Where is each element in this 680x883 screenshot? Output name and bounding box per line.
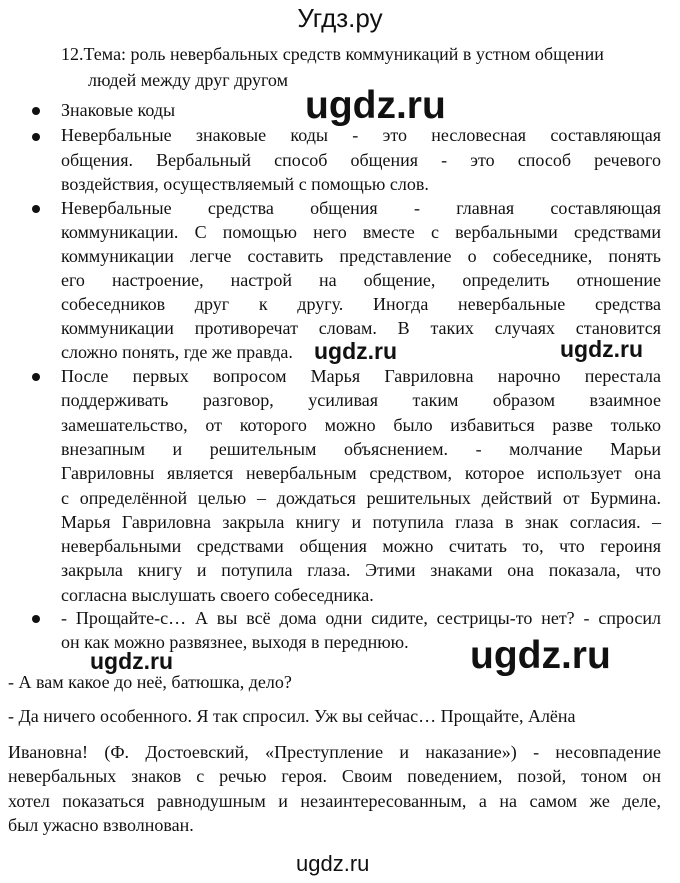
bullet-5-line-2: он как можно развязнее, выходя в переднюю.: [61, 632, 409, 652]
heading-line-2: людей между друг другом: [88, 70, 288, 90]
bullet-2-line-2: общения. Вербальный способ общения - это способ речевого: [61, 150, 661, 170]
watermark-footer: ugdz.ru: [296, 851, 370, 876]
conclusion-line-3: хотел показаться равнодушным и незаинтересованным, а на самом же деле,: [8, 791, 661, 811]
bullet-marker: [32, 373, 40, 381]
bullet-4-line-9: закрыла книгу и потупила глаза. Этими знаками она показала, что: [61, 560, 661, 580]
bullet-4-line-1: После первых вопросом Марья Гавриловна нарочно перестала: [61, 366, 661, 386]
bullet-1-line-1: Знаковые коды: [61, 100, 176, 120]
bullet-3-line-5: собеседников друг к другу. Иногда невербальные средства: [61, 294, 661, 314]
conclusion-line-4: был ужасно взволнован.: [8, 815, 194, 835]
conclusion-line-1: Ивановна! (Ф. Достоевский, «Преступление и наказание») - несовпадение: [8, 742, 661, 762]
bullet-4-line-2: поддерживать разговор, усиливая таким образом взаимное: [61, 390, 661, 410]
bullet-3-line-3: коммуникации легче составить представление о собеседнике, понять: [61, 246, 661, 266]
bullet-3-line-4: его настроение, настрой на общение, определить отношение: [61, 270, 661, 290]
bullet-4-line-6: с определённой целью – дождаться решительных действий от Бурмина.: [61, 488, 661, 508]
bullet-4-line-7: Марья Гавриловна закрыла книгу и потупила глаза в знак согласия. –: [61, 512, 661, 532]
watermark-logo: ugdz.ru: [560, 336, 644, 362]
conclusion-line-2: невербальных знаков с речью героя. Своим поведением, позой, тоном он: [8, 766, 661, 786]
bullet-3-line-2: коммуникации. С помощью него вместе с вербальными средствами: [61, 222, 661, 242]
watermark-logo: ugdz.ru: [305, 84, 446, 127]
watermark-logo: ugdz.ru: [90, 648, 174, 674]
bullet-marker: [32, 615, 40, 623]
bullet-marker: [32, 133, 40, 141]
dialogue-line-1: - А вам какое до неё, батюшка, дело?: [8, 672, 292, 692]
bullet-marker: [32, 107, 40, 115]
site-title: Угдз.ру: [297, 3, 383, 33]
bullet-3-line-6: коммуникации противоречат словам. В таких случаях становится: [61, 318, 661, 338]
bullet-2-line-3: воздействия, осуществляемый с помощью слов.: [61, 174, 429, 194]
bullet-4-line-10: согласна выслушать своего собеседника.: [61, 585, 374, 605]
watermark-logo: ugdz.ru: [314, 338, 398, 364]
bullet-4-line-3: замешательство, от которого можно было избавиться разве только: [61, 415, 661, 435]
dialogue-line-2: - Да ничего особенного. Я так спросил. Уж вы сейчас… Прощайте, Алёна: [8, 706, 576, 726]
bullet-4-line-5: Гавриловны является невербальным средством, которое использует она: [61, 463, 661, 483]
bullet-2-line-1: Невербальные знаковые коды - это несловесная составляющая: [61, 125, 661, 145]
bullet-4-line-8: невербальными средствами общения можно считать то, что героиня: [61, 536, 661, 556]
heading-line-1: 12.Тема: роль невербальных средств коммуникаций в устном общении: [61, 44, 604, 64]
bullet-3-line-7: сложно понять, где же правда.: [61, 342, 293, 362]
bullet-4-line-4: внезапным и решительным объяснением. - молчание Марьи: [61, 439, 661, 459]
bullet-marker: [32, 205, 40, 213]
bullet-5-line-1: - Прощайте-с… А вы всё дома одни сидите, сестрицы-то нет? - спросил: [61, 608, 661, 628]
bullet-3-line-1: Невербальные средства общения - главная составляющая: [61, 198, 661, 218]
watermark-logo: ugdz.ru: [470, 634, 611, 677]
